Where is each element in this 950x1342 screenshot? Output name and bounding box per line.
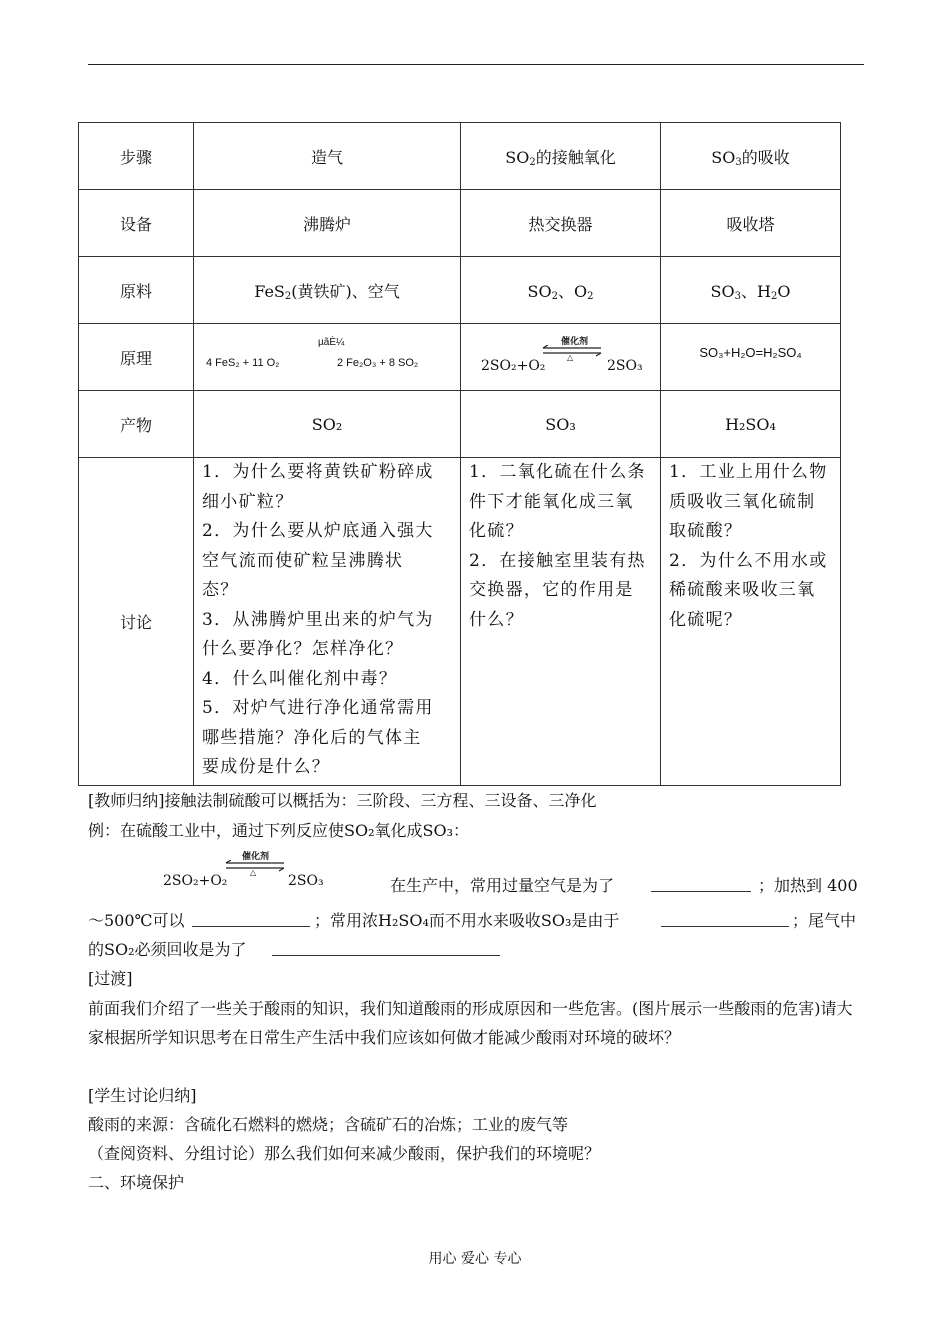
equation-rhs: 2SO₃ [607, 358, 643, 374]
discussion-line: 质吸收三氧化硫制 [669, 491, 816, 512]
discussion-line: 化硫呢？ [669, 609, 743, 630]
table-cell: $SO_3$、$H_2O$ [661, 257, 841, 324]
row-label: 原理 [79, 324, 194, 391]
question-text: ；加热到 400 [758, 876, 858, 895]
discussion-line: 3．从沸腾炉里出来的炉气为 [202, 609, 434, 630]
table-row [79, 123, 841, 190]
discussion-cell [194, 458, 461, 786]
discussion-line: 1．为什么要将黄铁矿粉碎成 [202, 462, 434, 482]
example-catalyst-label: 催化剂 [242, 852, 270, 862]
discussion-line: 2．为什么要从炉底通入强大 [202, 521, 434, 541]
heat-symbol: △ [567, 353, 574, 362]
discussion-line: 化硫？ [469, 521, 524, 541]
table-cell: $SO_2$、$O_2$ [461, 257, 661, 324]
table-row [79, 324, 841, 391]
example-heat-symbol: △ [250, 868, 257, 877]
acid-rain-sources: 酸雨的来源：含硫化石燃料的燃烧；含硫矿石的冶炼；工业的废气等 [88, 1115, 569, 1134]
table-cell: SO₂ [194, 391, 461, 458]
header-rule [88, 64, 864, 65]
row-label: 产物 [79, 391, 194, 458]
table-cell: FeS$_2$(黄铁矿)、空气 [194, 257, 461, 324]
discussion-line: 2．为什么不用水或 [669, 550, 828, 571]
catalyst-label: 催化剂 [561, 337, 589, 347]
transition-heading: [过渡] [88, 969, 133, 988]
discussion-cell [461, 458, 661, 786]
example-intro: 例：在硫酸工业中，通过下列反应使SO₂氧化成SO₃： [88, 821, 469, 840]
equation-rhs: 2 Fe₂O₃ + 8 SO₂ [337, 357, 419, 369]
discussion-line: 取硫酸？ [669, 521, 743, 541]
table-row [79, 190, 841, 257]
table-row [79, 391, 841, 458]
answer-blank[interactable] [651, 875, 751, 892]
question-text: ；尾气中 [792, 911, 857, 930]
table-cell: $SO_2$的接触氧化 [461, 123, 661, 190]
table-row [79, 257, 841, 324]
table-cell: $SO_3$的吸收 [661, 123, 841, 190]
question-text: 的SO₂必须回收是为了 [88, 940, 247, 959]
question-text: ～500℃可以 [88, 911, 185, 930]
answer-blank[interactable] [192, 910, 310, 927]
student-discussion-heading: [学生讨论归纳] [88, 1086, 197, 1105]
discussion-line: 1．工业上用什么物 [669, 462, 828, 482]
acid-rain-paragraph: 前面我们介绍了一些关于酸雨的知识，我们知道酸雨的形成原因和一些危害。(图片展示一些酸雨的危害)请大家根据所学知识思考在日常生产生活中我们应该如何做才能减少酸雨对环境的破坏？ [88, 999, 853, 1047]
discussion-line: 5．对炉气进行净化通常需用 [202, 698, 434, 718]
table-cell: 沸腾炉 [194, 190, 461, 257]
equation-cell-so2 [461, 324, 661, 391]
discussion-line: 4．什么叫催化剂中毒？ [202, 668, 398, 689]
discussion-line: 要成份是什么？ [202, 757, 331, 777]
row-label: 讨论 [79, 458, 194, 786]
page-footer: 用心 爱心 专心 [428, 1251, 522, 1267]
question-text: 在生产中，常用过量空气是为了 [390, 876, 615, 895]
row-label: 步骤 [79, 123, 194, 190]
discussion-line: 1．二氧化硫在什么条 [469, 462, 646, 482]
discussion-line: 交换器，它的作用是 [469, 580, 634, 600]
discussion-line: 哪些措施？净化后的气体主 [202, 727, 422, 748]
table-cell: SO₃ [461, 391, 661, 458]
process-table [78, 122, 841, 786]
discussion-line: 态？ [202, 580, 239, 600]
discussion-line: 什么？ [469, 609, 524, 630]
row-label: 原料 [79, 257, 194, 324]
row-label: 设备 [79, 190, 194, 257]
question-text: ；常用浓H₂SO₄而不用水来吸收SO₃是由于 [314, 911, 620, 930]
section-heading: 二、环境保护 [88, 1173, 185, 1192]
discussion-line: 稀硫酸来吸收三氧 [669, 580, 816, 600]
discussion-line: 2．在接触室里装有热 [469, 550, 646, 571]
example-equation-lhs: 2SO₂+O₂ [163, 873, 228, 889]
example-equation-rhs: 2SO₃ [288, 873, 324, 889]
discussion-line: 什么要净化？怎样净化？ [202, 639, 404, 659]
discussion-line: 件下才能氧化成三氧 [469, 491, 634, 512]
equation: SO₃+H₂O=H₂SO₄ [699, 344, 802, 360]
equation-cell-fes2 [194, 324, 461, 391]
table-cell: 热交换器 [461, 190, 661, 257]
table-cell: H₂SO₄ [661, 391, 841, 458]
discussion-cell [661, 458, 841, 786]
equation-lhs: 2SO₂+O₂ [481, 358, 546, 374]
discussion-line: 细小矿粒？ [202, 491, 294, 512]
equation-condition: µãÈ¼ [318, 337, 345, 348]
equation-cell-so3 [661, 324, 841, 391]
table-row [79, 458, 841, 786]
teacher-summary: [教师归纳]接触法制硫酸可以概括为：三阶段、三方程、三设备、三净化 [88, 791, 597, 810]
table-cell: 吸收塔 [661, 190, 841, 257]
equation-lhs: 4 FeS₂ + 11 O₂ [206, 357, 280, 369]
discussion-line: 空气流而使矿粒呈沸腾状 [202, 550, 404, 571]
table-cell: 造气 [194, 123, 461, 190]
answer-blank[interactable] [661, 910, 789, 927]
answer-blank[interactable] [272, 939, 500, 956]
discussion-question: （查阅资料、分组讨论）那么我们如何来减少酸雨，保护我们的环境呢？ [88, 1144, 601, 1163]
